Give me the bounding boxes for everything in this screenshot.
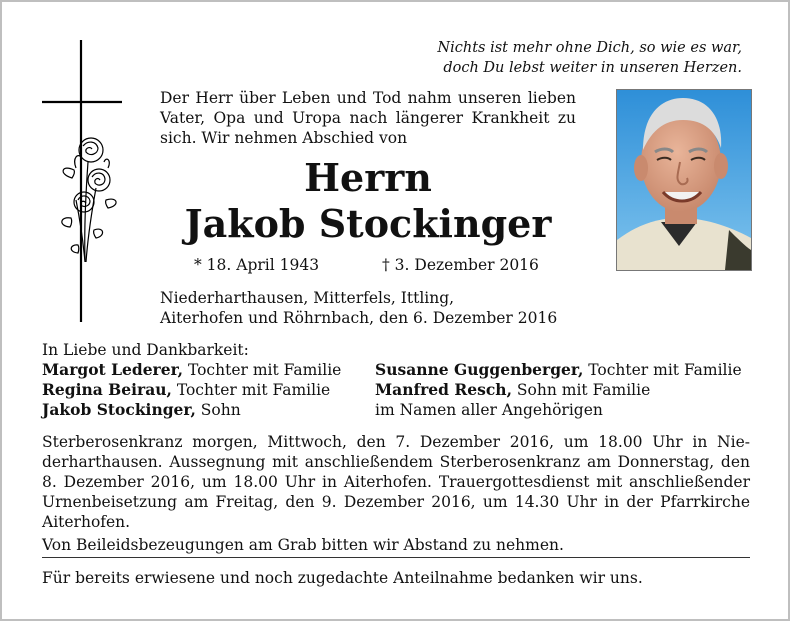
closing-thanks: Für bereits erwiesene und noch zugedachte Anteilnahme bedanken wir uns. bbox=[42, 569, 643, 587]
deceased-name: Jakob Stockinger bbox=[184, 201, 552, 246]
cross-with-roses-icon bbox=[38, 40, 128, 322]
motto-line-1: Nichts ist mehr ohne Dich, so wie es war, bbox=[437, 40, 742, 56]
mourners-right bbox=[375, 360, 742, 420]
motto-quote bbox=[302, 38, 742, 78]
condolence-note: Von Beileidsbezeugungen am Grab bitten wir Abstand zu nehmen. bbox=[42, 536, 564, 554]
divider bbox=[42, 557, 750, 558]
salutation: Herrn bbox=[304, 155, 432, 200]
intro-text: Der Herr über Leben und Tod nahm unseren lieben Vater, Opa und Uropa nach längerer Krankheit zu sich. Wir nehmen Abschied von bbox=[160, 89, 576, 147]
places-line-1: Niederharthausen, Mitterfels, Ittling, bbox=[160, 289, 455, 307]
places-line-2: Aiterhofen und Röhrnbach, den 6. Dezember 2016 bbox=[160, 309, 558, 327]
mourner-row bbox=[42, 400, 341, 420]
motto-line-2: doch Du lebst weiter in unseren Herzen. bbox=[443, 60, 742, 76]
mourner-relation: Sohn bbox=[195, 401, 241, 419]
mourner-name: Margot Lederer, bbox=[42, 360, 184, 379]
mourner-name: Susanne Guggenberger, bbox=[375, 360, 584, 379]
service-details: Sterberosenkranz morgen, Mittwoch, den 7. Dezember 2016, um 18.00 Uhr in Niederharthausen. Aussegnung mit anschließendem Sterberosenkranz am Donnerstag, den 8. Dezember 2016, um 18.00 Uhr in Aiterhofen. Trauergottesdienst mit anschließender Urnenbeisetzung am Freitag, den 9. Dezember 2016, um 14.30 Uhr in der Pfarrkirche Aiterhofen. bbox=[42, 433, 750, 531]
mourner-name: Manfred Resch, bbox=[375, 380, 512, 399]
birth-date: * 18. April 1943 bbox=[194, 256, 320, 274]
mourner-row bbox=[375, 380, 742, 400]
place-and-date bbox=[160, 288, 590, 328]
mourner-relation: im Namen aller Angehörigen bbox=[375, 401, 603, 419]
thanks-heading: In Liebe und Dankbarkeit: bbox=[42, 341, 249, 359]
portrait-photo-icon bbox=[617, 90, 751, 270]
portrait-photo bbox=[616, 89, 752, 271]
death-date: † 3. Dezember 2016 bbox=[382, 256, 539, 274]
mourners-left bbox=[42, 360, 341, 420]
mourner-relation: Sohn mit Familie bbox=[511, 381, 651, 399]
mourner-row bbox=[375, 360, 742, 380]
mourner-row bbox=[375, 400, 742, 420]
mourner-row bbox=[42, 360, 341, 380]
mourner-name: Jakob Stockinger, bbox=[42, 400, 196, 419]
mourner-row bbox=[42, 380, 341, 400]
mourner-name: Regina Beirau, bbox=[42, 380, 172, 399]
mourner-relation: Tochter mit Familie bbox=[183, 361, 342, 379]
mourner-relation: Tochter mit Familie bbox=[583, 361, 742, 379]
mourner-relation: Tochter mit Familie bbox=[171, 381, 331, 399]
